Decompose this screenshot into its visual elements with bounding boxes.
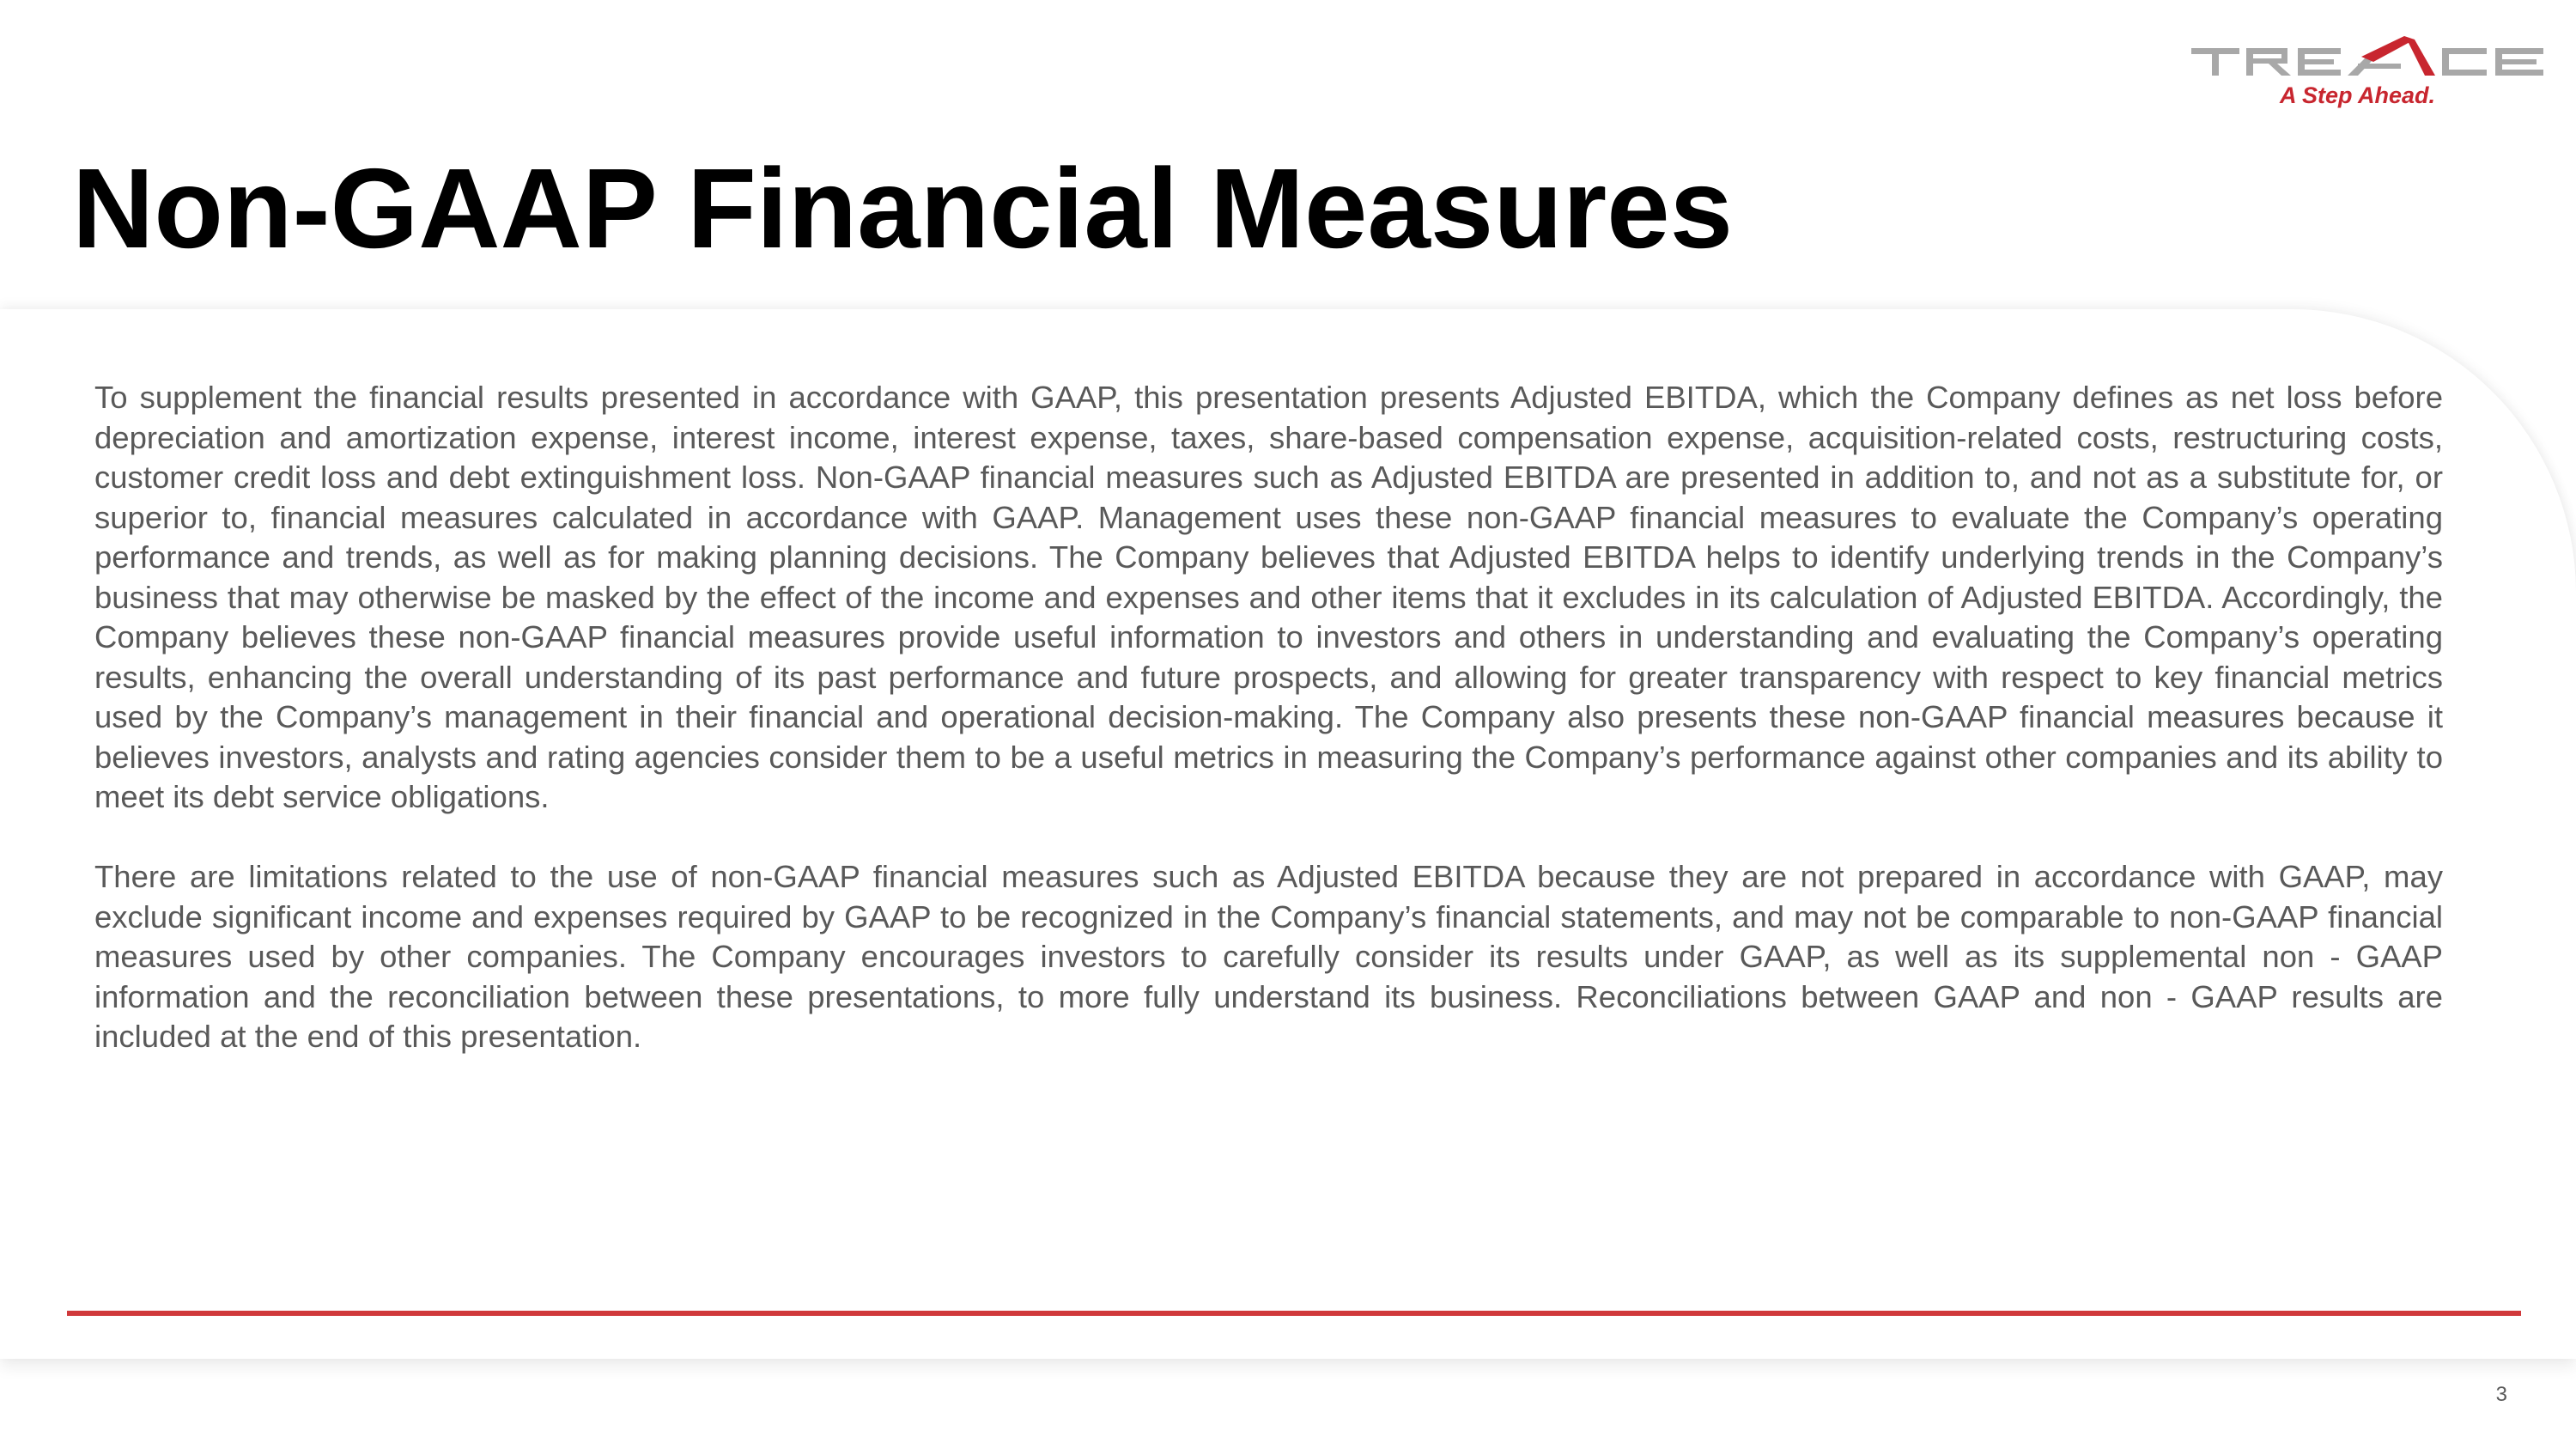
body-text: [94, 378, 2443, 1057]
paragraph: There are limitations related to the use of non-GAAP financial measures such as Adjusted EBITDA because they are not prepared in accordance with GAAP, may exclude significant income and expenses required by GAAP to be recognized in the Company’s financial statements, and may not be comparable to non-GAAP financial measures used by other companies. The Company encourages investors to carefully consider its results under GAAP, as well as its supplemental non - GAAP information and the reconciliation between these presentations, to more fully understand its business. Reconciliations between GAAP and non - GAAP results are included at the end of this presentation.: [94, 859, 2443, 1054]
page-number: 3: [2495, 1383, 2507, 1406]
red-divider: [67, 1311, 2521, 1316]
logo-tagline: A Step Ahead.: [2280, 82, 2436, 108]
paragraph: To supplement the financial results presented in accordance with GAAP, this presentation presents Adjusted EBITDA, which the Company defines as net loss before depreciation and amortization expense, interest income, interest expense, taxes, share-based compensation expense, acquisition-related costs, restructuring costs, customer credit loss and debt extinguishment loss. Non-GAAP financial measures such as Adjusted EBITDA are presented in addition to, and not as a substitute for, or superior to, financial measures calculated in accordance with GAAP. Management uses these non-GAAP financial measures to evaluate the Company’s operating performance and trends, as well as for making planning decisions. The Company believes that Adjusted EBITDA helps to identify underlying trends in the Company’s business that may otherwise be masked by the effect of the income and expenses and other items that it excludes in its calculation of Adjusted EBITDA. Accordingly, the Company believes these non-GAAP financial measures provide useful information to investors and others in understanding and evaluating the Company’s operating results, enhancing the overall understanding of its past performance and future prospects, and allowing for greater transparency with respect to key financial metrics used by the Company’s management in their financial and operational decision-making. The Company also presents these non-GAAP financial measures because it believes investors, analysts and rating agencies consider them to be a useful metrics in measuring the Company’s performance against other companies and its ability to meet its debt service obligations.: [94, 380, 2443, 814]
page-title: Non-GAAP Financial Measures: [72, 145, 1734, 271]
